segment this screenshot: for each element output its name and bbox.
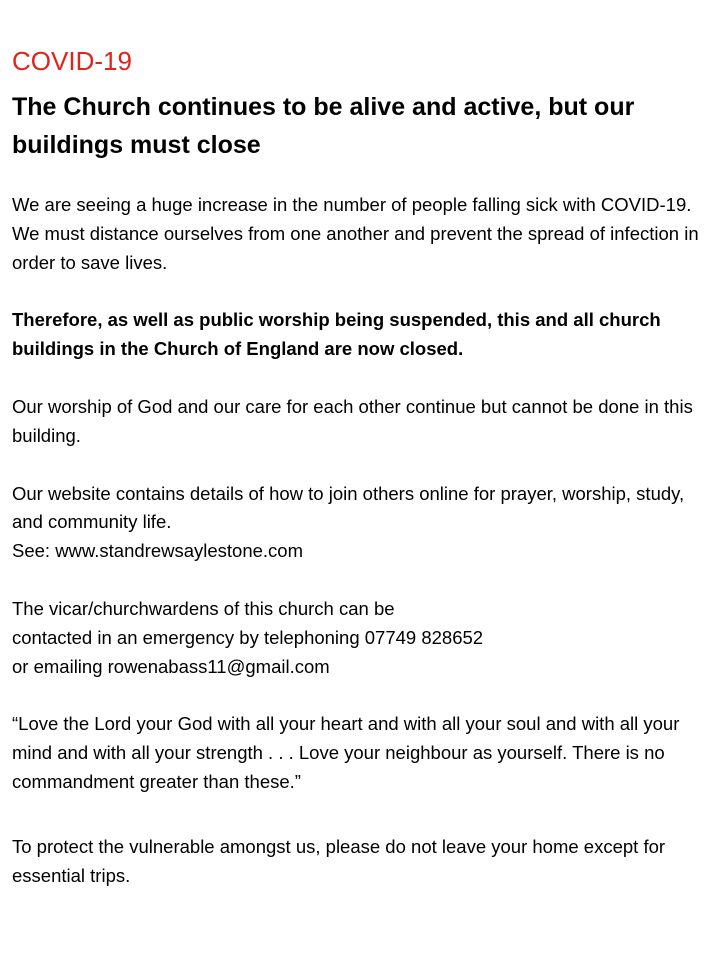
website-paragraph [12, 480, 712, 566]
worship-paragraph: Our worship of God and our care for each other continue but cannot be done in this building. [12, 395, 693, 446]
covid-kicker: COVID-19 [12, 46, 132, 76]
website-description: Our website contains details of how to join others online for prayer, worship, study, and community life. [12, 482, 685, 533]
scripture-quote: “Love the Lord your God with all your heart and with all your soul and with all your mind and with all your strength . . . Love your neighbour as yourself. There is no commandment greater than these.” [12, 713, 680, 792]
notice-page [12, 44, 712, 890]
contact-paragraph [12, 595, 712, 681]
closing-paragraph: To protect the vulnerable amongst us, please do not leave your home except for essential trips. [12, 835, 666, 886]
infection-paragraph: We are seeing a huge increase in the number of people falling sick with COVID-19. We must distance ourselves from one another and prevent the spread of infection in order to save lives. [12, 194, 699, 273]
website-link-line: See: www.standrewsaylestone.com [12, 540, 303, 562]
contact-line-1: The vicar/churchwardens of this church can be [12, 597, 395, 619]
contact-line-3: or emailing rowenabass11@gmail.com [12, 655, 330, 677]
notice-headline: The Church continues to be alive and active, but our buildings must close [12, 93, 635, 159]
closure-paragraph: Therefore, as well as public worship being suspended, this and all church buildings in the Church of England are now closed. [12, 309, 661, 360]
contact-line-2: contacted in an emergency by telephoning 07749 828652 [12, 626, 484, 648]
